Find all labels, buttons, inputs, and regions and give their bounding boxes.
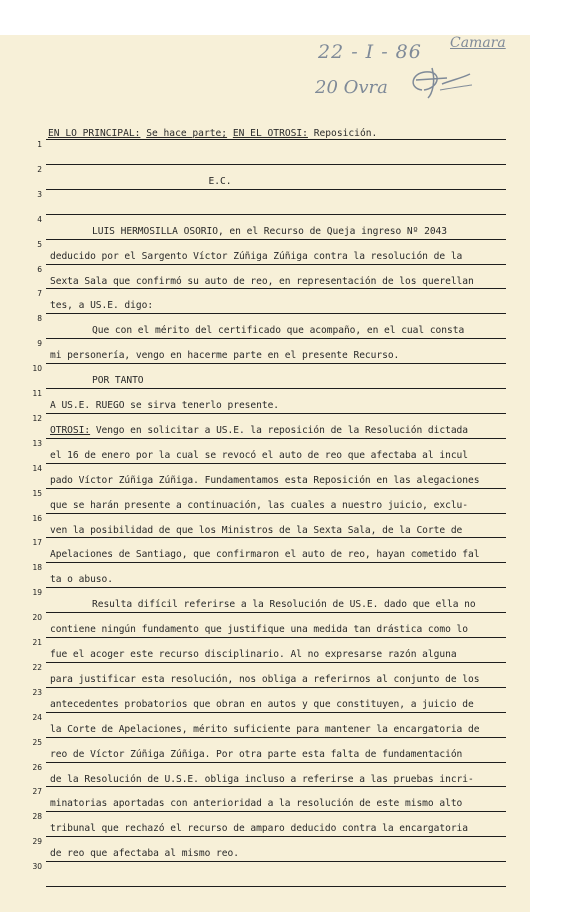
document-header [48, 128, 377, 139]
text-line: para justificar esta resolución, nos obliga a referirnos al conjunto de los [50, 673, 480, 685]
ruled-line [46, 189, 506, 190]
text-line: Sexta Sala que confirmó su auto de reo, en representación de los querellan [50, 275, 474, 287]
ruled-line [46, 537, 506, 538]
line-number: 30 [32, 862, 42, 872]
otrosi-prefix: OTROSI: [50, 424, 91, 436]
ruled-line [46, 388, 506, 389]
text-line: Resulta difícil referirse a la Resolución de US.E. dado que ella no [92, 599, 476, 611]
ruled-line [46, 214, 506, 215]
ruled-line [46, 762, 506, 763]
line-number: 19 [32, 588, 42, 598]
line-number: 4 [37, 214, 42, 224]
ruled-line [46, 687, 506, 688]
ruled-line [46, 513, 506, 514]
text-line: antecedentes probatorios que obran en autos y que constituyen, a juicio de [50, 698, 474, 710]
line-number: 27 [32, 787, 42, 797]
line-number: 9 [37, 339, 42, 349]
text-line: POR TANTO [92, 375, 144, 387]
text-line: el 16 de enero por la cual se revocó el auto de reo que afectaba al incul [50, 449, 468, 461]
text-line [50, 425, 506, 436]
text-line: de reo que afectaba al mismo reo. [50, 848, 239, 860]
ruled-line [46, 239, 506, 240]
text-line: ta o abuso. [50, 574, 113, 586]
ruled-line [46, 264, 506, 265]
ruled-line [46, 886, 506, 887]
text-line: Que con el mérito del certificado que acompaño, en el cual consta [92, 325, 465, 337]
text-line: pado Víctor Zúñiga Zúñiga. Fundamentamos esta Reposición en las alegaciones [50, 474, 480, 486]
line-number: 25 [32, 737, 42, 747]
document-page [0, 35, 530, 912]
ruled-line [46, 861, 506, 862]
line-number: 23 [32, 687, 42, 697]
line-number: 14 [32, 463, 42, 473]
ruled-line [46, 786, 506, 787]
handwritten-date: 22 - I - 86 [318, 41, 422, 63]
ruled-line [46, 737, 506, 738]
text-line: LUIS HERMOSILLA OSORIO, en el Recurso de Queja ingreso Nº 2043 [92, 225, 448, 237]
line-number: 1 [37, 140, 42, 149]
text-line: contiene ningún fundamento que justifique una medida tan drástica como lo [50, 624, 468, 636]
text-line: que se harán presente a continuación, las cuales a nuestro juicio, exclu- [50, 499, 468, 511]
ruled-line [46, 488, 506, 489]
text-line: de la Resolución de U.S.E. obliga incluso a referirse a las pruebas incri- [50, 773, 474, 785]
ruled-line [46, 139, 506, 140]
principal-label: EN LO PRINCIPAL: [48, 128, 141, 139]
line-number: 8 [37, 314, 42, 324]
text-line: fue el acoger este recurso disciplinario. Al no expresarse razón alguna [50, 649, 457, 660]
line-number: 16 [32, 513, 42, 523]
ruled-line [46, 637, 506, 638]
line-number: 26 [32, 762, 42, 772]
ruled-line [46, 836, 506, 837]
line-number: 21 [32, 638, 42, 647]
line-number: 18 [32, 563, 42, 573]
line-number: 22 [32, 662, 42, 672]
line-number: 7 [37, 289, 42, 299]
ruled-line [46, 313, 506, 314]
handwritten-note: 20 Ovra [315, 77, 388, 98]
text-line: ven la posibilidad de que los Ministros de la Sexta Sala, de la Corte de [50, 524, 463, 536]
line-number: 12 [32, 413, 42, 423]
line-number: 6 [37, 264, 42, 274]
ruled-line [46, 438, 506, 439]
ruled-line [46, 413, 506, 414]
ruled-line [46, 587, 506, 588]
text-line: mi personería, vengo en hacerme parte en el presente Recurso. [50, 350, 400, 362]
ruled-line [46, 612, 506, 613]
ruled-line [46, 662, 506, 663]
line-number: 15 [32, 488, 42, 498]
ruled-line [46, 463, 506, 464]
ruled-line [46, 811, 506, 812]
text-line: tribunal que rechazó el recurso de amparo deducido contra la encargatoria [50, 823, 468, 835]
principal-text: Se hace parte; [146, 128, 228, 139]
text-line: tes, a US.E. digo: [50, 300, 154, 312]
line-number: 2 [37, 164, 42, 174]
line-number: 20 [32, 613, 42, 623]
line-number: 3 [37, 189, 42, 199]
ruled-line [46, 712, 506, 713]
text-line: deducido por el Sargento Víctor Zúñiga Zúñiga contra la resolución de la [50, 250, 463, 262]
text-line: E.C. [208, 175, 232, 187]
text-line: minatorias aportadas con anterioridad a la resolución de este mismo alto [50, 798, 463, 810]
line-number: 13 [32, 438, 42, 448]
text-line: reo de Víctor Zúñiga Zúñiga. Por otra parte esta falta de fundamentación [50, 748, 463, 760]
line-number: 29 [32, 837, 42, 847]
otrosi-text: Reposición. [313, 128, 378, 139]
text-line: A US.E. RUEGO se sirva tenerlo presente. [50, 400, 280, 411]
line-number: 17 [32, 538, 42, 548]
line-number: 5 [37, 239, 42, 249]
line-number: 10 [32, 364, 42, 374]
text-line: la Corte de Apelaciones, mérito suficiente para mantener la encargatoria de [50, 723, 480, 735]
signature-icon [402, 60, 472, 100]
ruled-line [46, 288, 506, 289]
ruled-line [46, 164, 506, 165]
otrosi-body: Vengo en solicitar a US.E. la reposición de la Resolución dictada [90, 424, 469, 436]
line-number: 24 [32, 712, 42, 722]
line-number: 28 [32, 812, 42, 822]
ruled-line [46, 338, 506, 339]
line-number: 11 [32, 389, 42, 398]
handwritten-name: Camara [450, 35, 506, 51]
ruled-line [46, 363, 506, 364]
otrosi-label: EN EL OTROSI: [232, 128, 308, 139]
ruled-line [46, 562, 506, 563]
text-line: Apelaciones de Santiago, que confirmaron el auto de reo, hayan cometido fal [50, 549, 480, 561]
